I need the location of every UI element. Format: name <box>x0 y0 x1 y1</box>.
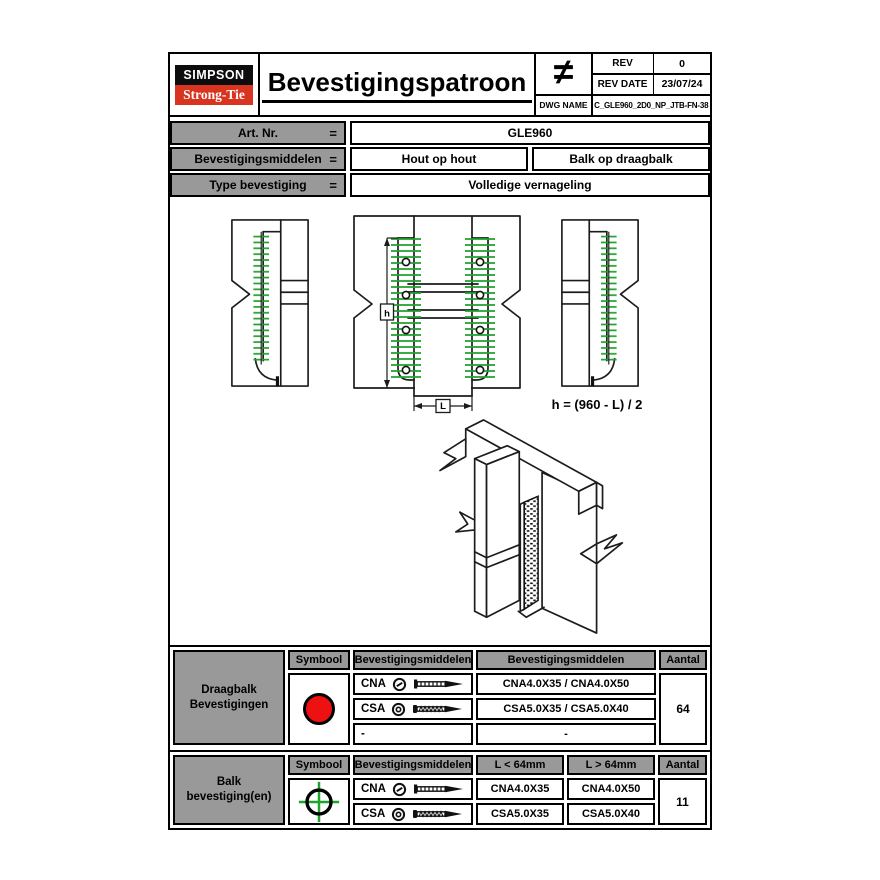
rev-date-value: 23/07/24 <box>654 75 710 94</box>
type-label-cell <box>170 173 346 197</box>
spec-empty-cell: - <box>476 723 656 745</box>
rev-date-label: REV DATE <box>593 75 653 94</box>
csa-screw-icon <box>412 808 464 820</box>
cna-nail-icon <box>413 678 465 690</box>
dwg-name-value: C_GLE960_2D0_NP_JTB-FN-38 <box>593 96 711 115</box>
dim-h-label: h <box>384 308 390 320</box>
draagbalk-table-title: Draagbalk Bevestigingen <box>173 650 285 745</box>
middelen-value-right: Balk op draagbalk <box>532 147 710 171</box>
cna-head-icon <box>392 782 407 797</box>
col-header-middelen: Bevestigingsmiddelen <box>353 755 473 775</box>
csa-head-icon <box>391 807 406 822</box>
revision-block <box>534 51 710 115</box>
middelen-label-cell <box>170 147 346 171</box>
col-header-l-small: L < 64mm <box>476 755 564 775</box>
dimension-l <box>414 396 472 413</box>
draagbalk-symbol-cell <box>288 673 350 745</box>
middelen-value-left: Hout op hout <box>350 147 528 171</box>
sheet-title: Bevestigingspatroon <box>262 67 533 103</box>
cna-head-icon <box>392 677 407 692</box>
isometric-view-drawing <box>418 413 682 641</box>
csa-screw-icon <box>412 703 464 715</box>
red-circle-symbol-icon <box>299 689 339 729</box>
fastener-cna-cell: CNA <box>353 673 473 695</box>
info-row-middelen <box>170 147 710 171</box>
artnr-label: Art. Nr. <box>237 126 278 140</box>
fastener-cna-cell: CNA <box>353 778 473 800</box>
type-value: Volledige vernageling <box>350 173 710 197</box>
side-view-geometry <box>232 220 308 386</box>
side-view-right-drawing <box>558 214 642 392</box>
artnr-label-cell <box>170 121 346 145</box>
sheet-title-cell <box>260 54 534 115</box>
equals-sign: = <box>329 151 337 167</box>
cna-nail-icon <box>413 783 465 795</box>
cna-l-small-value: CNA4.0X35 <box>476 778 564 800</box>
crosshair-symbol-icon <box>296 779 342 825</box>
balk-symbol-cell <box>288 778 350 825</box>
col-header-aantal: Aantal <box>658 755 707 775</box>
draagbalk-aantal-value: 64 <box>659 673 707 745</box>
fastener-csa-cell: CSA <box>353 803 473 825</box>
info-row-type <box>170 173 710 197</box>
not-equal-icon: ≠ <box>536 54 591 94</box>
dwg-name-label: DWG NAME <box>536 96 591 115</box>
draagbalk-fastener-table <box>170 645 710 748</box>
fastener-empty-cell: - <box>353 723 473 745</box>
balk-aantal-value: 11 <box>658 778 707 825</box>
col-header-symbool: Symbool <box>288 650 350 670</box>
csa-l-large-value: CSA5.0X40 <box>567 803 655 825</box>
balk-table-title: Balk bevestiging(en) <box>173 755 285 825</box>
rev-label: REV <box>593 54 653 73</box>
brand-logo-top: SIMPSON <box>175 65 253 85</box>
article-info-table <box>170 117 710 201</box>
col-header-middelen2: Bevestigingsmiddelen <box>476 650 656 670</box>
equals-sign: = <box>329 125 337 141</box>
col-header-middelen: Bevestigingsmiddelen <box>353 650 473 670</box>
info-row-artnr <box>170 121 710 145</box>
col-header-aantal: Aantal <box>659 650 707 670</box>
sheet-frame <box>168 52 712 830</box>
artnr-value: GLE960 <box>350 121 710 145</box>
middelen-label: Bevestigingsmiddelen <box>194 152 322 166</box>
brand-logo-bottom: Strong-Tie <box>175 85 253 105</box>
balk-fastener-table <box>170 750 710 828</box>
drawing-area <box>170 201 710 645</box>
rev-value: 0 <box>654 54 710 73</box>
side-view-left-drawing <box>228 214 312 392</box>
type-label: Type bevestiging <box>209 178 307 192</box>
csa-l-small-value: CSA5.0X35 <box>476 803 564 825</box>
spec-csa-cell: CSA5.0X35 / CSA5.0X40 <box>476 698 656 720</box>
front-view-drawing <box>350 212 524 414</box>
col-header-l-large: L > 64mm <box>567 755 655 775</box>
brand-logo <box>170 54 260 115</box>
dim-l-label: L <box>440 401 446 413</box>
csa-head-icon <box>391 702 406 717</box>
col-header-symbool: Symbool <box>288 755 350 775</box>
height-formula: h = (960 - L) / 2 <box>551 397 643 412</box>
cna-l-large-value: CNA4.0X50 <box>567 778 655 800</box>
equals-sign: = <box>329 177 337 193</box>
spec-cna-cell: CNA4.0X35 / CNA4.0X50 <box>476 673 656 695</box>
fastener-csa-cell: CSA <box>353 698 473 720</box>
title-block <box>170 51 710 117</box>
